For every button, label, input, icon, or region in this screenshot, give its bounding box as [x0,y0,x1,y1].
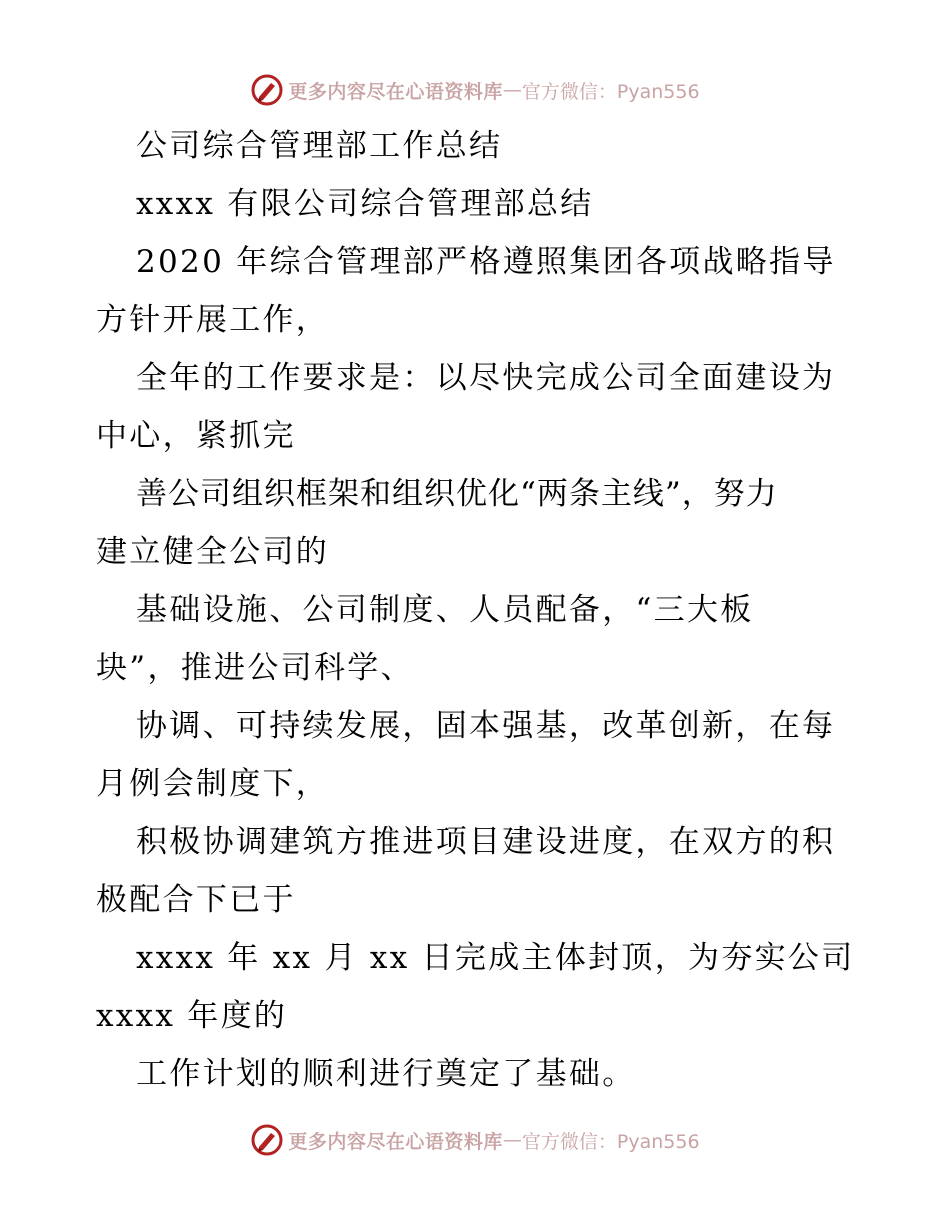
document-body [96,117,856,1103]
pen-logo-icon [250,1123,284,1157]
doc-title: 公司综合管理部工作总结 [136,128,503,164]
pen-logo-icon [250,73,284,107]
header-watermark [0,70,950,110]
paragraph-line: 基础设施、公司制度、人员配备，“三大板 [136,592,754,628]
paragraph-line: 块”，推进公司科学、 [96,650,414,686]
paragraph-line: 工作计划的顺利进行奠定了基础。 [136,1056,636,1092]
paragraph-line: 积极协调建筑方推进项目建设进度，在双方的积 [136,824,836,860]
watermark-wechat: 官方微信：Pyan556 [521,80,700,103]
paragraph-line: 善公司组织框架和组织优化“两条主线”，努力 [136,476,778,512]
paragraph-line: 中心，紧抓完 [96,418,296,454]
paragraph-line: 极配合下已于 [96,882,296,918]
paragraph-line: 方针开展工作， [96,302,330,338]
watermark-wechat: 官方微信：Pyan556 [521,1130,700,1153]
watermark-title: 更多内容尽在心语资料库 [288,1130,503,1153]
paragraph-line: xxxx 年 xx 月 xx 日完成主体封顶，为夯实公司 [136,940,855,976]
watermark-title: 更多内容尽在心语资料库 [288,80,503,103]
paragraph-line: 月例会制度下， [96,766,330,802]
watermark-dash: — [502,1129,522,1151]
footer-watermark [0,1120,950,1160]
paragraph-line: 协调、可持续发展，固本强基，改革创新，在每 [136,708,836,744]
paragraph-line: xxxx 年度的 [96,998,288,1034]
doc-subtitle: xxxx 有限公司综合管理部总结 [136,186,594,222]
paragraph-line: 全年的工作要求是：以尽快完成公司全面建设为 [136,360,836,396]
watermark-dash: — [502,79,522,101]
paragraph-line: 2020 年综合管理部严格遵照集团各项战略指导 [136,244,836,280]
paragraph-line: 建立健全公司的 [96,534,330,570]
